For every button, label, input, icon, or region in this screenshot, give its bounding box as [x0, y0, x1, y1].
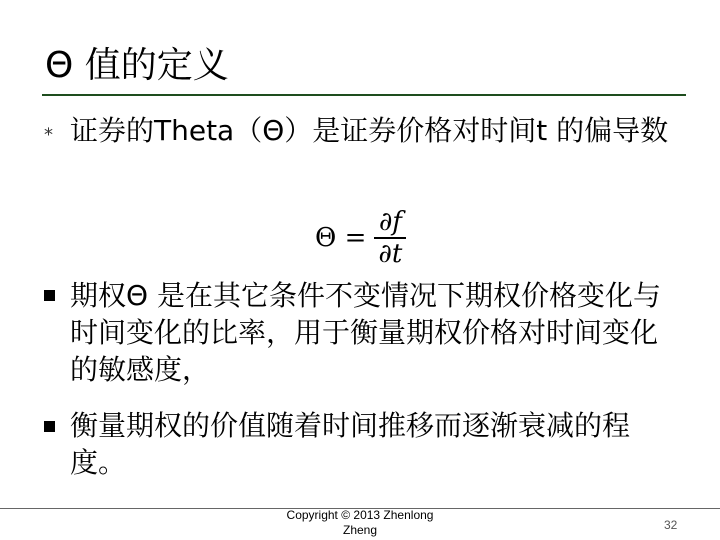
- formula-fraction: [374, 207, 406, 269]
- bullet-2-text: 期权Θ 是在其它条件不变情况下期权价格变化与时间变化的比率，用于衡量期权价格对时间变化的敏感度，: [70, 279, 661, 386]
- formula-denominator: ∂t: [378, 239, 403, 269]
- slide-title: Θ 值的定义: [45, 45, 229, 86]
- title-divider: [42, 94, 686, 96]
- page-number: 32: [664, 518, 678, 532]
- formula-lhs: Θ =: [315, 223, 367, 253]
- bullet-marker-asterisk: ⁎: [44, 119, 53, 140]
- bullet-marker-square: [44, 290, 55, 301]
- footer-copyright: Copyright © 2013 Zhenlong Zheng: [286, 508, 434, 537]
- formula-numerator: ∂f: [378, 207, 402, 237]
- bullet-3-text: 衡量期权的价值随着时间推移而逐渐衰减的程度。: [70, 409, 631, 479]
- bullet-1-text: 证券的Theta（Θ）是证券价格对时间t 的偏导数: [70, 114, 669, 147]
- theta-formula: [315, 205, 406, 271]
- bullet-marker-square: [44, 421, 55, 432]
